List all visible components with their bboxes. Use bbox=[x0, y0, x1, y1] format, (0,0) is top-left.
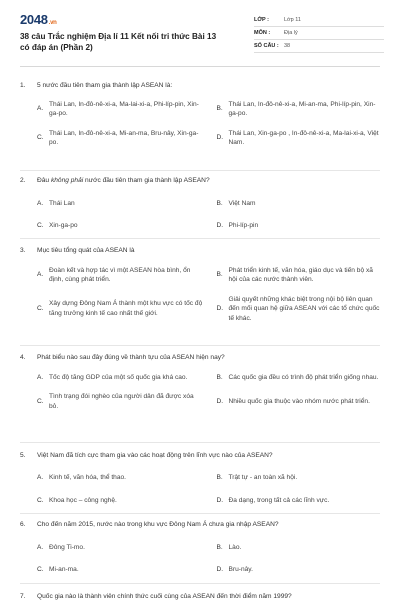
question-1 bbox=[20, 81, 382, 154]
option-text: Mi-an-ma. bbox=[49, 566, 79, 573]
question-divider bbox=[20, 583, 380, 584]
question-text: Việt Nam đã tích cực tham gia vào các hoạt động trên lĩnh vực nào của ASEAN? bbox=[37, 452, 273, 459]
question-number: 3. bbox=[20, 247, 26, 254]
option-text: Khoa học – công nghệ. bbox=[49, 497, 117, 504]
question-text: 5 nước đầu tiên tham gia thành lập ASEAN là: bbox=[37, 82, 173, 89]
question-text: Phát biểu nào sau đây đúng về thành tựu của ASEAN hiện nay? bbox=[37, 354, 225, 361]
question-divider bbox=[20, 238, 380, 239]
option-label: A. bbox=[37, 271, 44, 279]
option-d[interactable] bbox=[217, 221, 383, 231]
question-3 bbox=[20, 246, 382, 329]
option-label: C. bbox=[37, 305, 44, 312]
option-c[interactable] bbox=[37, 565, 203, 575]
option-text: Thái Lan, In-đô-nê-xi-a, Ma-lai-xi-a, Phi-líp-pin, Xin-ga-po. bbox=[49, 100, 199, 117]
option-b[interactable] bbox=[217, 199, 383, 209]
option-b[interactable] bbox=[217, 100, 383, 119]
option-d[interactable] bbox=[217, 392, 383, 411]
option-c[interactable] bbox=[37, 496, 203, 506]
brand-suffix: .vn bbox=[48, 20, 57, 26]
site-logo[interactable] bbox=[20, 12, 57, 27]
option-text: Phi-líp-pin bbox=[228, 222, 259, 229]
option-label: D. bbox=[216, 497, 224, 504]
option-text: Bru-nây. bbox=[228, 566, 253, 573]
option-c[interactable] bbox=[37, 392, 203, 411]
question-text: Mục tiêu tổng quát của ASEAN là bbox=[37, 247, 135, 254]
question-5 bbox=[20, 451, 382, 512]
option-c[interactable] bbox=[37, 221, 203, 231]
meta-key: MÔN : bbox=[254, 30, 271, 36]
option-text: Xây dựng Đông Nam Á thành một khu vực có tốc độ tăng trưởng kinh tế cao nhất thế giới. bbox=[49, 300, 203, 317]
option-text: Đông Ti-mo. bbox=[49, 543, 85, 551]
option-label: D. bbox=[216, 134, 224, 142]
option-text: Kinh tế, văn hóa, thể thao. bbox=[49, 473, 126, 481]
brand-name: 2048 bbox=[20, 12, 48, 27]
option-a[interactable] bbox=[37, 266, 203, 285]
document-meta bbox=[254, 14, 384, 53]
option-label: D. bbox=[216, 566, 224, 573]
question-number: 2. bbox=[20, 177, 26, 184]
question-divider bbox=[20, 513, 380, 514]
question-number: 1. bbox=[20, 82, 26, 89]
option-text: Giải quyết những khác biệt trong nội bộ liên quan đến mối quan hệ giữa ASEAN với các tổ chức quốc tế khác. bbox=[228, 295, 380, 322]
option-label: C. bbox=[37, 497, 44, 504]
option-label: A. bbox=[37, 373, 44, 381]
question-2 bbox=[20, 176, 382, 237]
question-number: 7. bbox=[20, 593, 26, 600]
meta-value: Địa lý bbox=[284, 30, 298, 36]
option-label: B. bbox=[216, 373, 223, 381]
question-divider bbox=[20, 345, 380, 346]
option-label: A. bbox=[37, 473, 44, 481]
option-text: Tốc độ tăng GDP của một số quốc gia khá cao. bbox=[49, 373, 188, 381]
option-c[interactable] bbox=[37, 295, 203, 324]
question-divider bbox=[20, 442, 380, 443]
question-text bbox=[37, 176, 382, 186]
option-c[interactable] bbox=[37, 129, 203, 148]
option-text: Thái Lan, In-đô-nê-xi-a, Mi-an-ma, Bru-nây, Xin-ga-po. bbox=[49, 129, 199, 146]
option-text: Phát triển kinh tế, văn hóa, giáo dục và tiến bộ xã hội của các nước thành viên. bbox=[228, 266, 373, 283]
option-text: Xin-ga-po bbox=[49, 222, 78, 229]
option-d[interactable] bbox=[217, 129, 383, 148]
option-b[interactable] bbox=[217, 373, 383, 383]
option-label: C. bbox=[37, 222, 44, 229]
question-text-emphasis: không phải bbox=[50, 177, 84, 184]
option-b[interactable] bbox=[217, 473, 383, 483]
question-text: Quốc gia nào là thành viên chính thức cuối cùng của ASEAN đến thời điểm năm 1999? bbox=[37, 593, 292, 600]
meta-row-class bbox=[254, 14, 384, 27]
question-7 bbox=[20, 592, 382, 600]
option-a[interactable] bbox=[37, 100, 203, 119]
option-text: Lào. bbox=[228, 543, 242, 551]
question-divider bbox=[20, 170, 380, 171]
option-label: A. bbox=[37, 105, 44, 113]
option-text: Thái Lan, Xin-ga-po , In-đô-nê-xi-a, Ma-lai-xi-a, Việt Nam. bbox=[228, 129, 379, 146]
question-number: 6. bbox=[20, 521, 26, 528]
option-label: D. bbox=[216, 305, 224, 312]
header-divider bbox=[20, 66, 380, 67]
question-text-pre: Đâu bbox=[37, 177, 51, 184]
question-text-post: nước đầu tiên tham gia thành lập ASEAN? bbox=[83, 177, 210, 184]
option-text: Thái Lan, In-đô-nê-xi-a, Mi-an-ma, Phi-líp-pin, Xin-ga-po. bbox=[228, 100, 376, 117]
option-text: Các quốc gia đều có trình độ phát triển giống nhau. bbox=[228, 373, 379, 381]
option-a[interactable] bbox=[37, 543, 203, 553]
option-label: D. bbox=[216, 222, 224, 229]
option-label: B. bbox=[216, 543, 223, 551]
question-number: 5. bbox=[20, 452, 26, 459]
option-label: C. bbox=[37, 566, 44, 573]
option-a[interactable] bbox=[37, 373, 203, 383]
option-b[interactable] bbox=[217, 543, 383, 553]
option-b[interactable] bbox=[217, 266, 383, 285]
meta-value: 38 bbox=[284, 43, 291, 49]
option-text: Trật tự - an toàn xã hội. bbox=[228, 473, 298, 481]
meta-key: LỚP : bbox=[254, 17, 269, 23]
meta-row-subject bbox=[254, 27, 384, 40]
question-number: 4. bbox=[20, 354, 26, 361]
option-label: A. bbox=[37, 543, 44, 551]
question-text: Cho đến năm 2015, nước nào trong khu vực Đông Nam Á chưa gia nhập ASEAN? bbox=[37, 521, 279, 528]
option-text: Đoàn kết và hợp tác vì một ASEAN hòa bình, ổn định, cùng phát triển. bbox=[49, 266, 191, 283]
option-text: Nhiều quốc gia thuộc vào nhóm nước phát triển. bbox=[228, 397, 370, 405]
option-d[interactable] bbox=[217, 295, 383, 324]
option-a[interactable] bbox=[37, 473, 203, 483]
meta-value: Lớp 11 bbox=[284, 17, 301, 23]
option-text: Đa dạng, trong tất cả các lĩnh vực. bbox=[228, 497, 330, 504]
option-text: Tình trạng đói nghèo của người dân đã được xóa bỏ. bbox=[49, 393, 194, 410]
option-label: A. bbox=[37, 199, 44, 207]
option-text: Thái Lan bbox=[49, 199, 75, 207]
option-a[interactable] bbox=[37, 199, 203, 209]
option-label: B. bbox=[216, 473, 223, 481]
question-6 bbox=[20, 520, 382, 581]
option-d[interactable] bbox=[217, 496, 383, 506]
option-label: D. bbox=[216, 397, 224, 405]
option-d[interactable] bbox=[217, 565, 383, 575]
option-label: B. bbox=[216, 271, 223, 279]
question-4 bbox=[20, 353, 382, 417]
option-label: C. bbox=[37, 134, 44, 142]
option-label: C. bbox=[37, 397, 44, 405]
option-label: B. bbox=[216, 199, 223, 207]
meta-row-count bbox=[254, 40, 384, 53]
document-title: 38 câu Trắc nghiệm Địa lí 11 Kết nối tri thức Bài 13 có đáp án (Phần 2) bbox=[20, 32, 217, 52]
meta-key: SỐ CÂU : bbox=[254, 43, 279, 49]
option-label: B. bbox=[216, 105, 223, 113]
option-text: Việt Nam bbox=[228, 199, 256, 207]
